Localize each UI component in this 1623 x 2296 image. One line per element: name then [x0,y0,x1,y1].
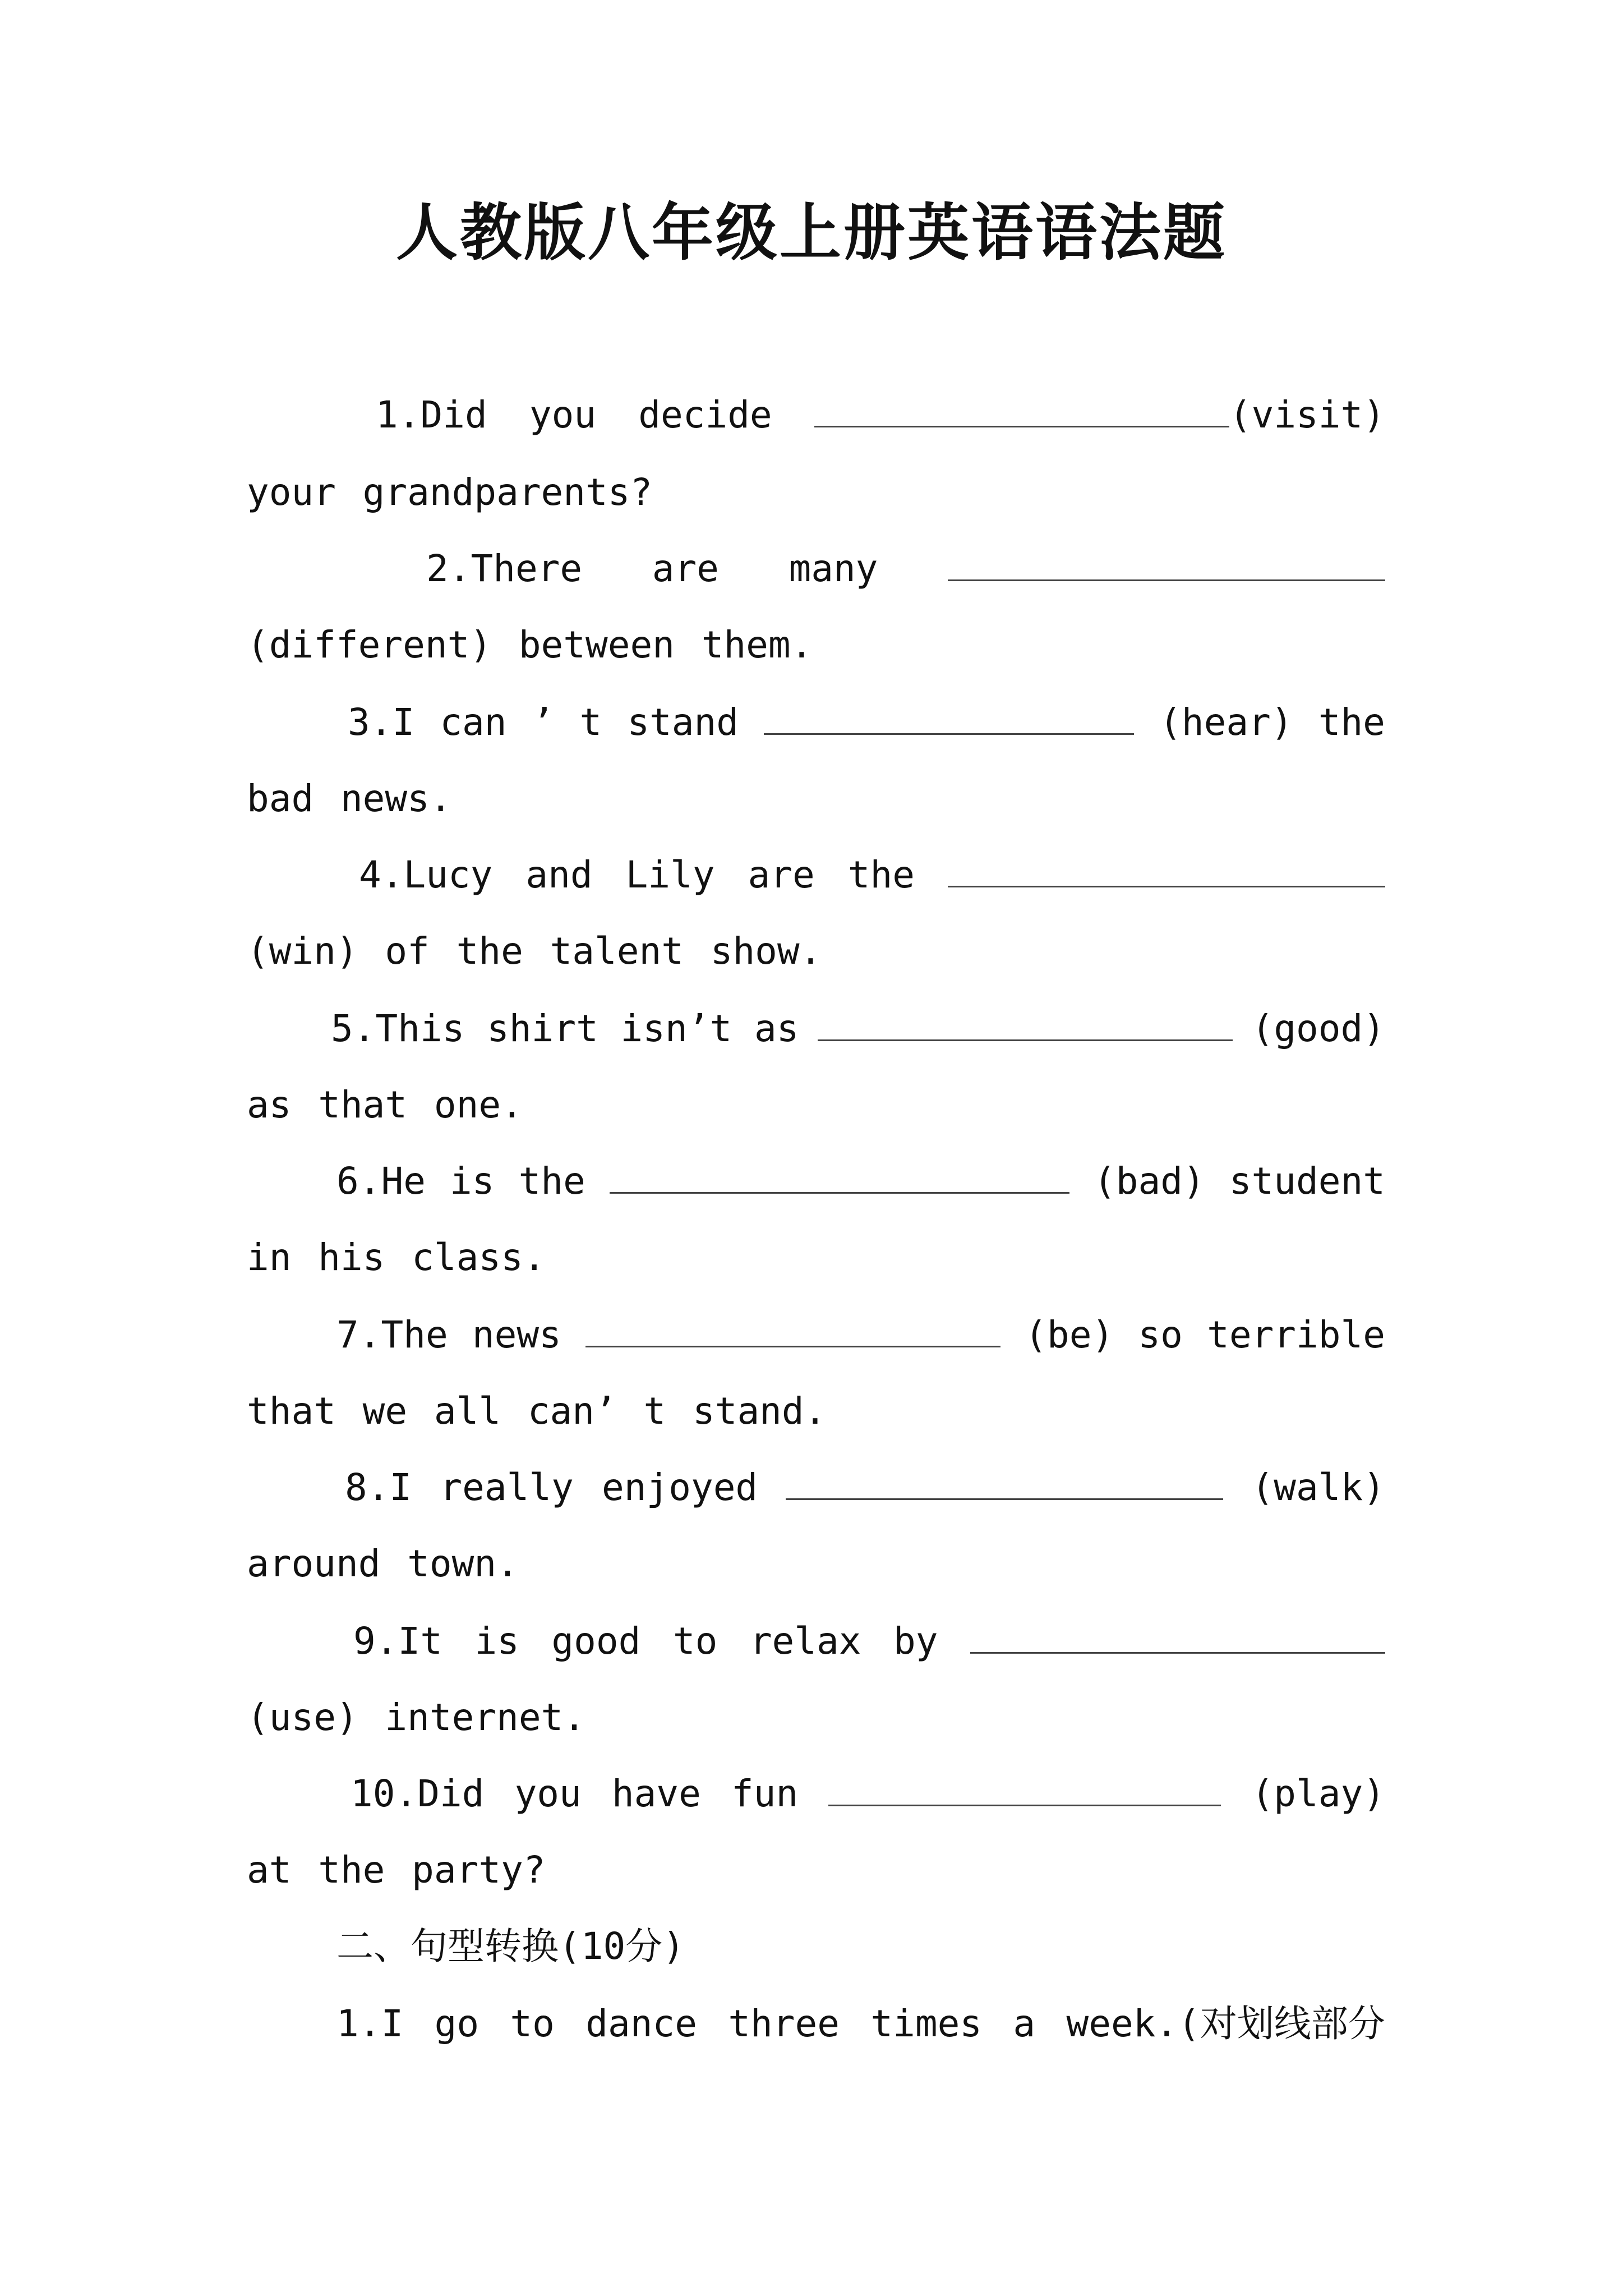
hint-word: (be) [1025,1313,1114,1356]
word: the [518,1159,585,1203]
word: go [434,2002,479,2045]
answer-blank[interactable] [970,1621,1385,1654]
question-5 [331,1001,1385,1057]
question-6 [336,1153,1385,1209]
word: to [672,1619,718,1663]
answer-blank[interactable] [814,395,1229,427]
word: and [525,853,593,896]
word: to [510,2002,555,2045]
answer-blank[interactable] [828,1774,1221,1806]
word: ’ [532,701,555,744]
answer-blank[interactable] [764,702,1134,735]
answer-blank[interactable] [948,549,1385,581]
word: can [440,701,507,744]
question-6-continuation: in his class. [247,1236,546,1279]
hint-word: (walk) [1251,1466,1385,1509]
question-10-continuation: at the party? [247,1848,546,1892]
word: enjoyed [602,1466,758,1509]
hint-word: (visit) [1229,393,1385,436]
question-4 [359,847,1385,903]
question-7 [336,1307,1385,1363]
question-8-continuation: around town. [247,1542,519,1585]
word: 7.The [336,1313,448,1356]
word: so [1138,1313,1183,1356]
question-5-continuation: as that one. [247,1083,523,1126]
word: times [870,2002,983,2045]
answer-blank[interactable] [585,1315,1000,1347]
question-8 [345,1460,1385,1516]
word: 6.He [336,1159,426,1203]
word: dance [585,2002,697,2045]
hint-word: (play) [1251,1772,1385,1815]
word: t [579,701,602,744]
answer-blank[interactable] [818,1009,1233,1041]
question-4-continuation: (win) of the talent show. [247,930,822,973]
question-10 [351,1766,1385,1822]
question-2 [426,541,1385,597]
word: 3.I [348,701,415,744]
word: are [748,853,815,896]
word: 10.Did [351,1772,485,1815]
word: by [893,1619,938,1663]
word: Lily [625,853,715,896]
word: good [551,1619,641,1663]
word: 9.It [353,1619,442,1663]
section-heading: 二、句型转换(10分) [336,1925,685,1968]
word: 4.Lucy [359,853,493,896]
word: are [652,547,719,590]
hint-word: (good) [1251,1007,1385,1050]
word: 1.Did [376,393,487,436]
question-1 [376,387,1385,443]
word: relax [749,1619,861,1663]
question-9-continuation: (use) internet. [247,1696,586,1739]
section-2-question-1 [336,1996,1385,2052]
word: many [789,547,878,590]
question-3-continuation: bad news. [247,777,452,820]
question-9 [353,1613,1385,1669]
word: stand [627,701,739,744]
word: the [1318,701,1385,744]
word: 8.I [345,1466,412,1509]
hint-word: (bad) [1094,1159,1205,1203]
word: have [611,1772,701,1815]
word: decide [638,393,772,436]
word: a [1013,2002,1036,2045]
word: news [472,1313,561,1356]
question-7-continuation: that we all can’ t stand. [247,1389,827,1433]
word: 1.I [336,2002,404,2045]
question-3 [348,694,1385,751]
answer-blank[interactable] [610,1161,1069,1194]
answer-blank[interactable] [948,855,1385,887]
word: student [1229,1159,1385,1203]
word: 2.There [426,547,583,590]
word: three [728,2002,840,2045]
word: 5.This shirt isn’t as [331,1007,799,1050]
word: is [450,1159,495,1203]
word: is [474,1619,519,1663]
word: fun [731,1772,799,1815]
question-2-continuation: (different) between them. [247,623,813,666]
hint-word: (hear) [1159,701,1293,744]
question-1-continuation: your grandparents? [247,471,653,514]
word: terrible [1207,1313,1385,1356]
word: you [529,393,597,436]
word: the [847,853,915,896]
word: you [514,1772,582,1815]
word: really [440,1466,574,1509]
document-title: 人教版八年级上册英语语法题 [396,196,1227,269]
word: week.(对划线部分 [1066,2002,1385,2045]
answer-blank[interactable] [786,1467,1223,1500]
